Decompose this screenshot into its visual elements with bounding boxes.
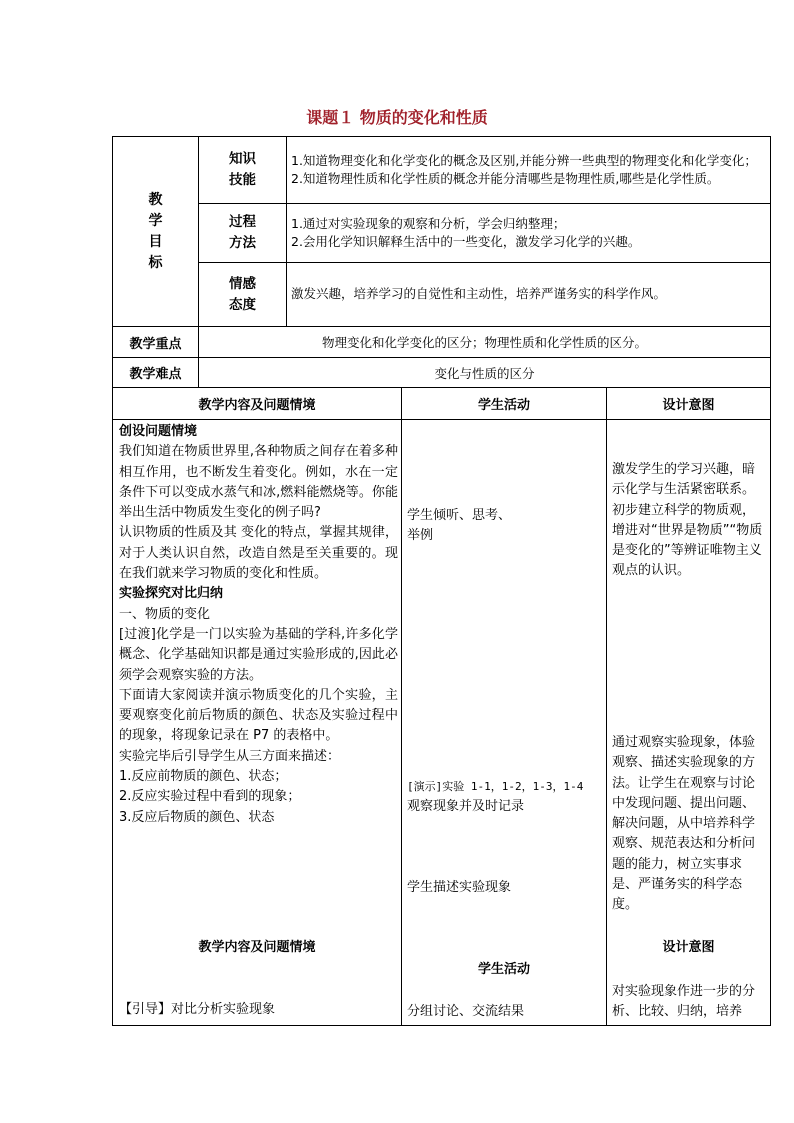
difficulty-label: 教学难点 xyxy=(113,358,199,388)
student-activity: 分组讨论、交流结果 xyxy=(407,1004,525,1019)
lesson-plan-table xyxy=(112,136,771,1026)
process-method-text: 1.通过对实验现象的观察和分析，学会归纳整理； 2.会用化学知识解释生活中的一些变化，激发学习化学的兴趣。 xyxy=(287,204,771,263)
paragraph: 认识物质的性质及其 变化的特点，掌握其规律，对于人类认识自然，改造自然是至关重要的。现在我们就来学习物质的变化和性质。 xyxy=(119,525,398,582)
page-title: 课题１ 物质的变化和性质 xyxy=(306,108,488,127)
content-column-header-repeat: 教学内容及问题情境 xyxy=(198,940,316,955)
student-cell xyxy=(402,420,607,1026)
goal-char: 目 xyxy=(148,233,163,250)
key-point-text: 物理变化和化学变化的区分；物理性质和化学性质的区分。 xyxy=(199,327,771,358)
emotion-attitude-text: 激发兴趣，培养学习的自觉性和主动性，培养严谨务实的科学作风。 xyxy=(287,263,771,327)
emotion-attitude-label: 情感 态度 xyxy=(199,263,287,327)
demo-experiments: [演示]实验 1-1，1-2，1-3，1-4 xyxy=(407,780,584,793)
student-column-header: 学生活动 xyxy=(402,388,607,420)
goal-char: 教 xyxy=(148,191,163,208)
list-item: 3.反应后物质的颜色、状态 xyxy=(119,809,275,825)
content-column-header: 教学内容及问题情境 xyxy=(113,388,402,420)
subheading: 一、物质的变化 xyxy=(119,606,211,622)
list-item: 1.反应前物质的颜色、状态； xyxy=(119,769,288,785)
content-cell xyxy=(113,420,402,1026)
student-activity: 学生描述实验现象 xyxy=(407,880,512,895)
paragraph: 实验完毕后引导学生从三方面来描述： xyxy=(119,748,341,764)
student-column-header-repeat: 学生活动 xyxy=(477,962,530,977)
goal-char: 标 xyxy=(148,254,163,271)
knowledge-skills-label: 知识 技能 xyxy=(199,137,287,204)
teaching-goals-label xyxy=(113,137,199,327)
design-intent: 通过观察实验现象，体验观察、描述实验现象的方法。让学生在观察与讨论中发现问题、提出问题、解决问题，从中培养科学观察、规范表达和分析问题的能力，树立实事求是、严谨务实的科学态度。 xyxy=(612,735,756,913)
intent-column-header: 设计意图 xyxy=(607,388,771,420)
difficulty-text: 变化与性质的区分 xyxy=(199,358,771,388)
section-title: 实验探究对比归纳 xyxy=(119,586,224,602)
student-activity: 举例 xyxy=(407,528,434,543)
guide-text: 【引导】对比分析实验现象 xyxy=(119,1002,276,1017)
design-intent: 激发学生的学习兴趣，暗示化学与生活紧密联系。初步建立科学的物质观，增进对“世界是物质”“物质是变化的”等辨证唯物主义观点的认识。 xyxy=(612,462,763,579)
intent-column-header-repeat: 设计意图 xyxy=(662,940,715,955)
list-item: 2.反应实验过程中看到的现象； xyxy=(119,789,301,805)
student-activity: 观察现象并及时记录 xyxy=(407,799,525,814)
design-intent: 对实验现象作进一步的分析、比较、归纳，培养 xyxy=(612,984,756,1020)
section-title: 创设问题情境 xyxy=(119,424,198,439)
intent-cell xyxy=(607,420,771,1026)
process-method-label: 过程 方法 xyxy=(199,204,287,263)
student-activity: 学生倾听、思考、 xyxy=(407,508,512,523)
knowledge-skills-text: 1.知道物理变化和化学变化的概念及区别,并能分辨一些典型的物理变化和化学变化； 2.知道物理性质和化学性质的概念并能分清哪些是物理性质,哪些是化学性质。 xyxy=(287,137,771,204)
goal-char: 学 xyxy=(148,212,163,229)
paragraph: 下面请大家阅读并演示物质变化的几个实验，主要观察变化前后物质的颜色、状态及实验过程中的现象，将现象记录在 P7 的表格中。 xyxy=(119,687,398,744)
paragraph: 我们知道在物质世界里,各种物质之间存在着多种相互作用，也不断发生着变化。例如，水在一定条件下可以变成水蒸气和冰,燃料能燃烧等。你能举出生活中物质发生变化的例子吗? xyxy=(119,444,398,521)
key-point-label: 教学重点 xyxy=(113,327,199,358)
transition-paragraph: [过渡]化学是一门以实验为基础的学科,许多化学概念、化学基础知识都是通过实验形成的,因此必须学会观察实验的方法。 xyxy=(119,626,398,683)
